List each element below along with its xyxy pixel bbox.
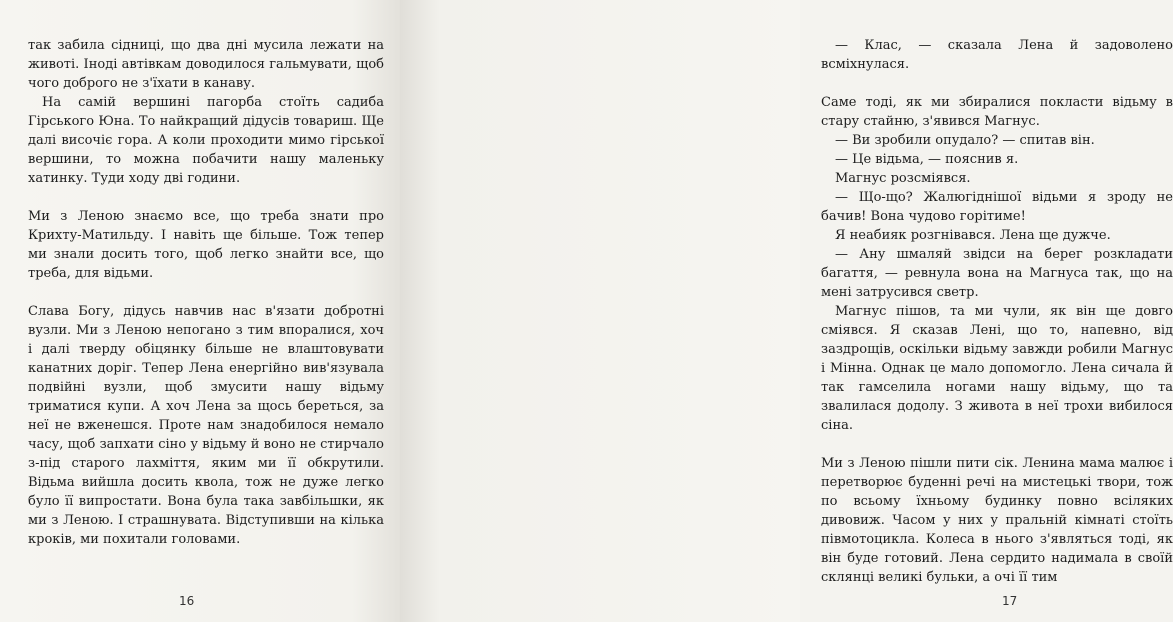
paragraph: — Ану шмаляй звідси на берег розкладати багаття, — ревнула вона на Магнуса так, що на мені затрусився светр.	[821, 247, 1173, 300]
page-number: 16	[179, 594, 195, 608]
paragraph: — Клас, — сказала Лена й задоволено всміхнулася.	[821, 38, 1173, 72]
paragraph: Магнус розсміявся.	[835, 171, 971, 186]
paragraph: — Ви зробили опудало? — спитав він.	[835, 133, 1095, 148]
right-page-text	[821, 36, 1173, 587]
paragraph: — Що-що? Жалюгіднішої відьми я зроду не бачив! Вона чудово горітиме!	[821, 190, 1173, 224]
paragraph: — Це відьма, — пояснив я.	[835, 152, 1019, 167]
paragraph: На самій вершині пагорба стоїть садиба Гірського Юна. То найкращий дідусів товариш. Ще далі височіє гора. А коли проходити мимо гірської вершини, то можна побачити нашу маленьку хатинку. Туди ходу дві години.	[28, 95, 384, 186]
paragraph: Магнус пішов, та ми чули, як він ще довго сміявся. Я сказав Лені, що то, напевно, від заздрощів, оскільки відьму завжди робили Магнус і Мінна. Однак це мало допомогло. Лена сичала й так гамселила ногами нашу відьму, що та звалилася додолу. З живота в неї трохи вибилося сіна.	[821, 304, 1173, 433]
paragraph: Ми з Леною знаємо все, що треба знати про Крихту-Матильду. І навіть ще більше. Тож тепер ми знали досить того, щоб легко знайти все, що треба, для відьми.	[28, 209, 384, 281]
paragraph: Я неабияк розгнівався. Лена ще дужче.	[835, 228, 1111, 243]
page-number: 17	[1002, 594, 1018, 608]
paragraph: так забила сідниці, що два дні мусила лежати на животі. Іноді автівкам доводилося гальмувати, щоб чого доброго не з'їхати в канаву.	[28, 38, 384, 91]
left-page-text	[28, 36, 384, 549]
paragraph: Ми з Леною пішли пити сік. Ленина мама малює і перетворює буденні речі на мистецькі твори, тож по всьому їхньому будинку повно всіляких дивовиж. Часом у них у пральній кімнаті стоїть півмотоцикла. Колеса в нього з'являться тоді, як він буде готовий. Лена сердито надимала в своїй склянці великі бульки, а очі її тим	[821, 456, 1173, 585]
left-page	[0, 0, 400, 622]
right-page	[400, 0, 1173, 622]
paragraph: Слава Богу, дідусь навчив нас в'язати добротні вузли. Ми з Леною непогано з тим впоралися, хоч і далі тверду обіцянку більше не влаштовувати канатних доріг. Тепер Лена енергійно вив'язувала подвійні вузли, щоб змусити нашу відьму триматися купи. А хоч Лена за щось береться, за неї не вженешся. Проте нам знадобилося немало часу, щоб запхати сіно у відьму й воно не стирчало з-під старого лахміття, яким ми її обкрутили. Відьма вийшла досить квола, тож не дуже легко було її випростати. Вона була така завбільшки, як ми з Леною. І страшнувата. Відступивши на кілька кроків, ми похитали головами.	[28, 304, 384, 547]
paragraph: Саме тоді, як ми збиралися покласти відьму в стару стайню, з'явився Магнус.	[821, 95, 1173, 129]
